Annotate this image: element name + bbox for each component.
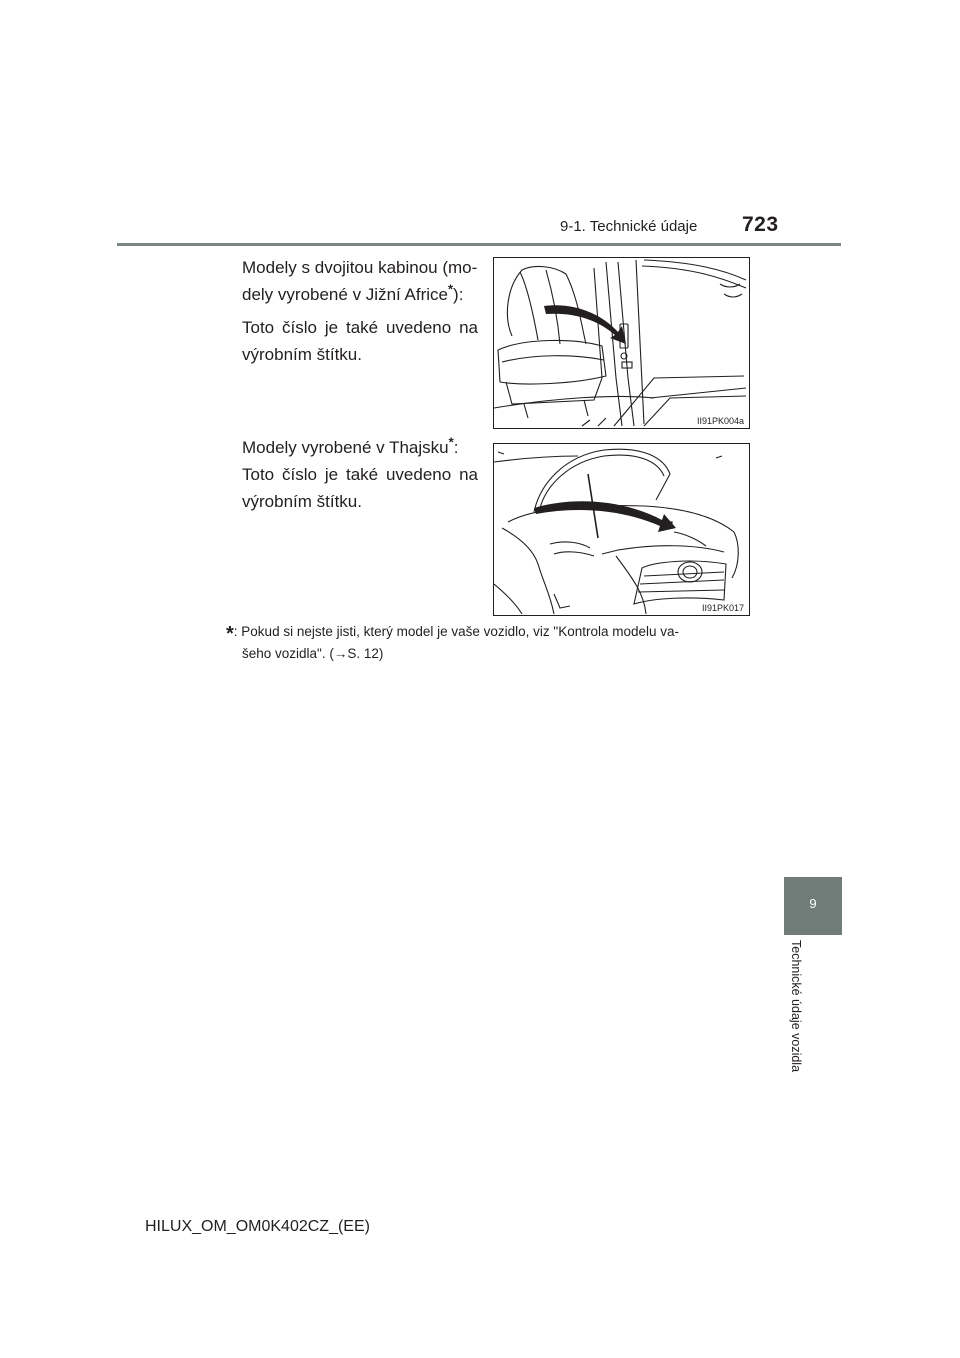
block-1-note-line2: výrobním štítku.: [242, 345, 362, 364]
footnote-asterisk: *: [226, 623, 234, 645]
block-2-title: Modely vyrobené v Thajsku*:: [242, 434, 459, 457]
figure-door-pillar-vin: [493, 257, 750, 429]
figure-code: II91PK017: [701, 603, 744, 613]
arrow-icon: [534, 501, 676, 532]
chapter-tab-label: Technické údaje vozidla: [789, 940, 803, 1073]
block-2-note-line1: Toto číslo je také uvedeno na: [242, 465, 478, 484]
footnote-line1: : Pokud si nejste jisti, který model je vaše vozidlo, viz "Kontrola modelu va-: [233, 624, 680, 639]
asterisk-mark: *: [447, 281, 454, 297]
block-1-note-line1: Toto číslo je také uvedeno na: [242, 318, 478, 337]
section-title: 9-1. Technické údaje: [560, 218, 698, 235]
figure-code: II91PK004a: [696, 416, 744, 426]
page-number: 723: [742, 213, 779, 236]
engine-bay-illustration: [494, 444, 748, 614]
block-1-title-line1: Modely s dvojitou kabinou (mo-: [242, 258, 478, 277]
chapter-tab-number: 9: [809, 896, 817, 911]
door-pillar-illustration: [494, 258, 748, 427]
asterisk-mark: *: [448, 434, 454, 450]
block-2-text: [242, 434, 478, 515]
figure-engine-bay-vin: [493, 443, 750, 616]
footnote-line2: šeho vozidla". (→S. 12): [242, 646, 384, 661]
block-1-text: [242, 254, 478, 368]
block-1-title-line2: dely vyrobené v Jižní Africe*):: [242, 281, 464, 304]
header-divider: [117, 243, 841, 246]
document-code: HILUX_OM_OM0K402CZ_(EE): [145, 1218, 370, 1235]
block-2-note-line2: výrobním štítku.: [242, 492, 362, 511]
footnote: [226, 622, 750, 664]
